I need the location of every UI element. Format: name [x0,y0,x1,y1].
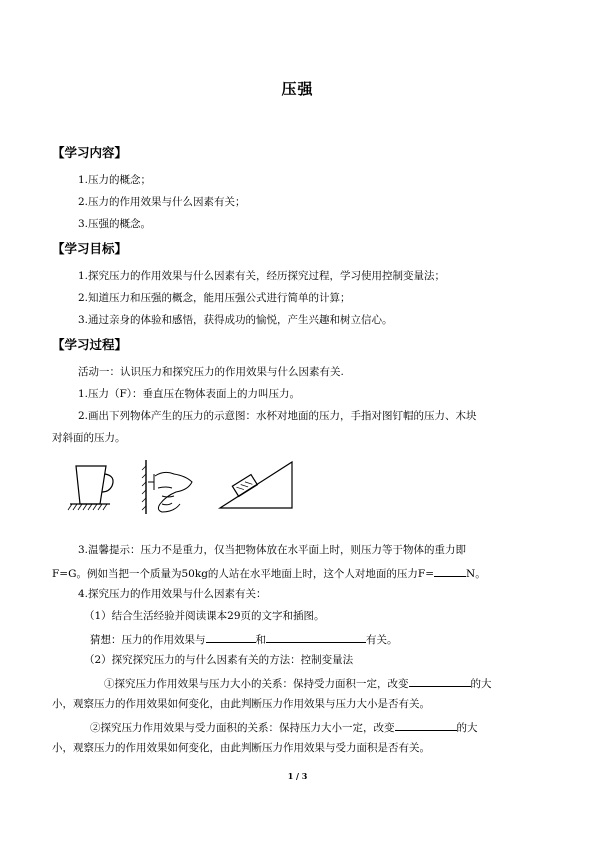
fill-in-blank[interactable] [266,631,366,643]
paragraph: 1.压力（F）：垂直压在物体表面上的力叫压力。 [78,388,301,400]
section-heading-content: 【学习内容】 [52,145,128,160]
paragraph-with-blank [90,719,478,735]
list-item: 1.探究压力的作用效果与什么因素有关，经历探究过程，学习使用控制变量法； [78,270,446,282]
list-item: 1.压力的概念； [78,174,152,186]
page-number: 1 / 3 [287,771,308,781]
paragraph-text: 猜想：压力的作用效果与 [90,634,206,646]
paragraph: 3.温馨提示：压力不是重力，仅当把物体放在水平面上时，则压力等于物体的重力即 [78,544,467,556]
paragraph: （1）结合生活经验并阅读课本29页的文字和插图。 [84,610,325,622]
paragraph-text: ①探究压力作用效果与压力大小的关系：保持受力面积一定，改变 [104,678,409,690]
paragraph-text: 有关。 [366,634,398,646]
section-heading-process: 【学习过程】 [52,337,128,352]
block-on-slope-diagram [220,462,292,508]
paragraph-text: 的大 [470,678,492,690]
paragraph-with-blank [104,675,492,691]
activity-line: 活动一：认识压力和探究压力的作用效果与什么因素有关. [78,366,344,378]
paragraph: 2.画出下列物体产生的压力的示意图：水杯对地面的压力，手指对图钉帽的压力、木块 [78,410,477,422]
guess-line [90,631,398,647]
fill-in-blank[interactable] [206,631,256,643]
page-title: 压强 [281,80,314,98]
pressure-diagrams-figure [62,456,312,518]
cup-on-ground-diagram [68,466,113,510]
paragraph: 小，观察压力的作用效果如何变化，由此判断压力作用效果与受力面积是否有关。 [52,742,430,754]
paragraph-with-blank [52,565,486,581]
finger-thumbtack-diagram [142,460,192,514]
paragraph: 对斜面的压力。 [52,432,126,444]
section-heading-goals: 【学习目标】 [52,241,128,256]
paragraph: （2）探究探究压力的与什么因素有关的方法：控制变量法 [84,654,354,666]
paragraph: 4.探究压力的作用效果与什么因素有关： [78,588,267,600]
paragraph-text: 和 [255,634,266,646]
paragraph-text: ②探究压力作用效果与受力面积的关系：保持压力大小一定，改变 [90,722,395,734]
fill-in-blank[interactable] [395,719,457,731]
list-item: 3.通过亲身的体验和感悟，获得成功的愉悦，产生兴趣和树立信心。 [78,314,393,326]
list-item: 2.知道压力和压强的概念，能用压强公式进行简单的计算； [78,292,351,304]
paragraph: 小，观察压力的作用效果如何变化，由此判断压力作用效果与压力大小是否有关。 [52,698,430,710]
paragraph-text: F=G。例如当把一个质量为50kg的人站在水平地面上时，这个人对地面的压力F= [52,568,434,580]
list-item: 3.压强的概念。 [78,218,152,230]
list-item: 2.压力的作用效果与什么因素有关； [78,196,246,208]
paragraph-text: N。 [466,568,486,580]
paragraph-text: 的大 [456,722,478,734]
fill-in-blank[interactable] [409,675,471,687]
fill-in-blank[interactable] [434,565,466,577]
